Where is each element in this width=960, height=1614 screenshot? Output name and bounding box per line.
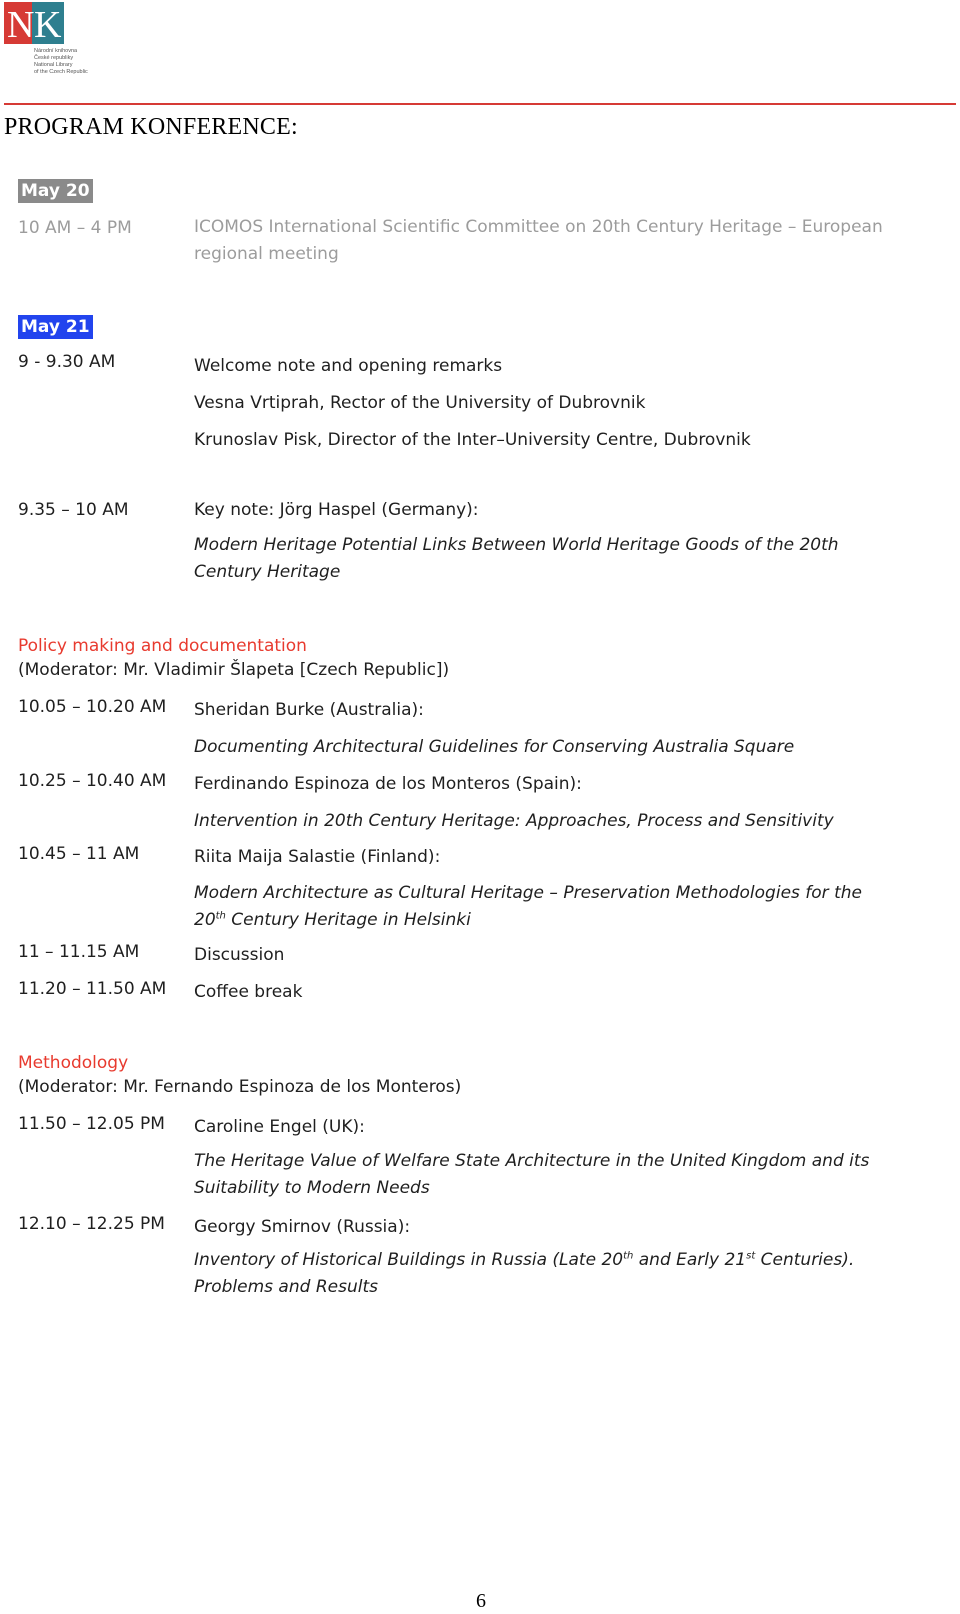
nk-logo-icon bbox=[4, 2, 64, 44]
section-title-methodology: Methodology bbox=[18, 1053, 129, 1073]
description-line: Welcome note and opening remarks bbox=[194, 356, 503, 376]
ordinal-superscript: st bbox=[746, 1250, 756, 1262]
talk-title-line: Century Heritage bbox=[194, 562, 341, 582]
svg-text:K: K bbox=[34, 4, 62, 44]
moderator-line: (Moderator: Mr. Fernando Espinoza de los Monteros) bbox=[18, 1077, 462, 1097]
talk-title-line bbox=[194, 1247, 914, 1274]
talk-title-line bbox=[194, 907, 914, 934]
speaker-name: Riita Maija Salastie (Finland): bbox=[194, 847, 441, 867]
page-number: 6 bbox=[476, 1590, 486, 1612]
session-time: 9 - 9.30 AM bbox=[18, 352, 116, 372]
talk-title-fragment: 20 bbox=[194, 910, 216, 930]
logo-caption bbox=[34, 48, 114, 76]
talk-title bbox=[194, 1148, 914, 1202]
talk-title bbox=[194, 532, 914, 586]
description-line: regional meeting bbox=[194, 244, 339, 264]
session-description bbox=[194, 348, 914, 459]
session-label: Discussion bbox=[194, 945, 285, 965]
talk-title-line: Modern Heritage Potential Links Between World Heritage Goods of the 20th bbox=[194, 535, 839, 555]
description-line: Vesna Vrtiprah, Rector of the University of Dubrovnik bbox=[194, 393, 646, 413]
session-description bbox=[194, 497, 914, 586]
talk-title-line: Modern Architecture as Cultural Heritage – Preservation Methodologies for the bbox=[194, 883, 862, 903]
svg-text:N: N bbox=[7, 4, 35, 44]
moderator-line: (Moderator: Mr. Vladimir Šlapeta [Czech Republic]) bbox=[18, 660, 450, 680]
talk-title-fragment: Inventory of Historical Buildings in Russia (Late 20 bbox=[194, 1250, 624, 1270]
speaker-name: Ferdinando Espinoza de los Monteros (Spain): bbox=[194, 774, 582, 794]
session-time: 10 AM – 4 PM bbox=[18, 218, 132, 238]
talk-title: Documenting Architectural Guidelines for Conserving Australia Square bbox=[194, 737, 795, 757]
description-line: Krunoslav Pisk, Director of the Inter–University Centre, Dubrovnik bbox=[194, 430, 751, 450]
talk-title-line: Problems and Results bbox=[194, 1277, 378, 1297]
day-label-may-21: May 21 bbox=[18, 315, 93, 339]
talk-title-fragment: Centuries). bbox=[755, 1250, 855, 1270]
talk-title-line: Suitability to Modern Needs bbox=[194, 1178, 430, 1198]
page-title: PROGRAM KONFERENCE: bbox=[4, 114, 298, 140]
session-description bbox=[194, 214, 914, 268]
logo-line: České republiky bbox=[34, 55, 74, 61]
session-time: 12.10 – 12.25 PM bbox=[18, 1214, 165, 1234]
speaker-name: Caroline Engel (UK): bbox=[194, 1117, 365, 1137]
session-time: 10.45 – 11 AM bbox=[18, 844, 140, 864]
ordinal-superscript: th bbox=[623, 1250, 634, 1262]
talk-title bbox=[194, 1247, 914, 1301]
session-time: 9.35 – 10 AM bbox=[18, 500, 129, 520]
session-time: 10.25 – 10.40 AM bbox=[18, 771, 167, 791]
talk-title-fragment: Century Heritage in Helsinki bbox=[225, 910, 471, 930]
library-logo bbox=[4, 2, 114, 86]
talk-title: Intervention in 20th Century Heritage: Approaches, Process and Sensitivity bbox=[194, 811, 834, 831]
talk-title bbox=[194, 880, 914, 934]
logo-line: of the Czech Republic bbox=[34, 69, 88, 75]
session-time: 11.50 – 12.05 PM bbox=[18, 1114, 165, 1134]
speaker-name: Georgy Smirnov (Russia): bbox=[194, 1217, 411, 1237]
session-time: 11.20 – 11.50 AM bbox=[18, 979, 167, 999]
section-title-policy: Policy making and documentation bbox=[18, 636, 307, 656]
ordinal-superscript: th bbox=[215, 910, 226, 922]
talk-title-fragment: and Early 21 bbox=[633, 1250, 747, 1270]
day-label-may-20: May 20 bbox=[18, 179, 93, 203]
logo-line: Národní knihovna bbox=[34, 48, 78, 54]
talk-title-line: The Heritage Value of Welfare State Architecture in the United Kingdom and its bbox=[194, 1151, 870, 1171]
session-time: 11 – 11.15 AM bbox=[18, 942, 140, 962]
speaker-name: Sheridan Burke (Australia): bbox=[194, 700, 424, 720]
session-label: Coffee break bbox=[194, 982, 303, 1002]
header-rule bbox=[4, 103, 956, 105]
speaker-name: Key note: Jörg Haspel (Germany): bbox=[194, 500, 479, 520]
logo-line: National Library bbox=[34, 62, 73, 68]
session-time: 10.05 – 10.20 AM bbox=[18, 697, 167, 717]
description-line: ICOMOS International Scientific Committee on 20th Century Heritage – European bbox=[194, 217, 883, 237]
